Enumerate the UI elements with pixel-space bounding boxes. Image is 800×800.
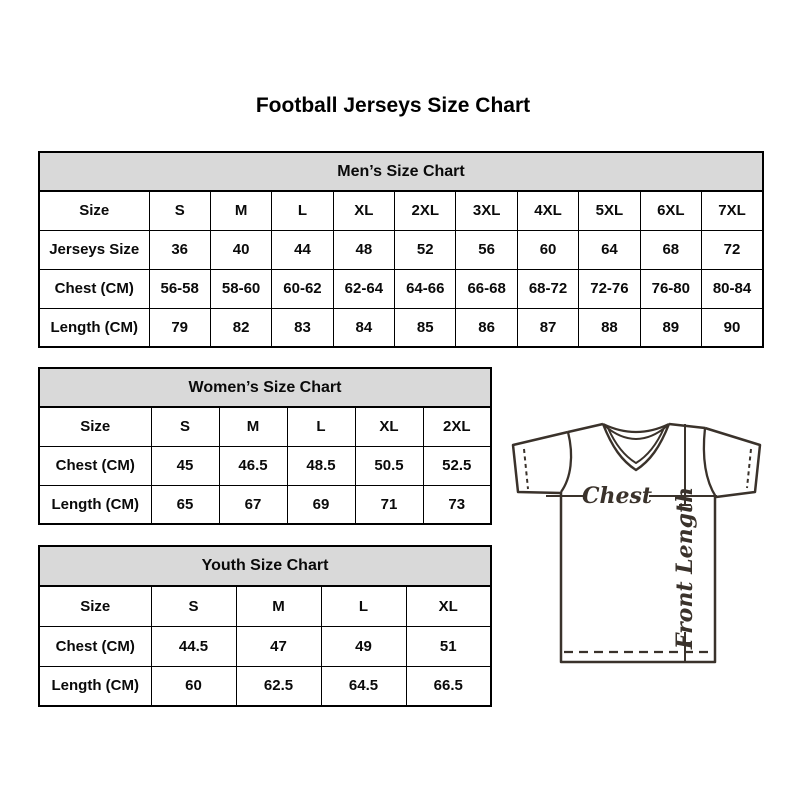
row-label: Jerseys Size xyxy=(39,230,149,269)
size-cell: 2XL xyxy=(423,407,491,446)
size-cell: XL xyxy=(333,191,394,230)
size-cell: S xyxy=(151,586,236,626)
size-cell: 52.5 xyxy=(423,446,491,485)
size-cell: 68-72 xyxy=(517,269,578,308)
women-row-2 xyxy=(39,485,491,524)
size-cell: S xyxy=(151,407,219,446)
row-label: Chest (CM) xyxy=(39,626,151,666)
size-cell: 66-68 xyxy=(456,269,517,308)
youth-header-row xyxy=(39,546,491,586)
jersey-right-armhole-seam xyxy=(704,428,716,497)
size-cell: 73 xyxy=(423,485,491,524)
size-cell: 50.5 xyxy=(355,446,423,485)
size-cell: 46.5 xyxy=(219,446,287,485)
size-cell: 4XL xyxy=(517,191,578,230)
youth-row-1 xyxy=(39,626,491,666)
size-cell: L xyxy=(272,191,333,230)
size-cell: 36 xyxy=(149,230,210,269)
size-cell: 44 xyxy=(272,230,333,269)
size-cell: 72 xyxy=(702,230,763,269)
size-cell: 89 xyxy=(640,308,701,347)
size-cell: 7XL xyxy=(702,191,763,230)
size-cell: 52 xyxy=(395,230,456,269)
size-cell: 62-64 xyxy=(333,269,394,308)
men-row-1 xyxy=(39,230,763,269)
jersey-left-armhole-seam xyxy=(561,432,571,492)
youth-row-2 xyxy=(39,666,491,706)
size-cell: 60-62 xyxy=(272,269,333,308)
size-cell: 72-76 xyxy=(579,269,640,308)
row-label: Size xyxy=(39,191,149,230)
men-row-2 xyxy=(39,269,763,308)
row-label: Size xyxy=(39,586,151,626)
size-cell: 48.5 xyxy=(287,446,355,485)
row-label: Length (CM) xyxy=(39,308,149,347)
size-cell: 79 xyxy=(149,308,210,347)
size-cell: 68 xyxy=(640,230,701,269)
size-cell: 56-58 xyxy=(149,269,210,308)
size-cell: 84 xyxy=(333,308,394,347)
front-length-label: Front Length xyxy=(672,486,698,650)
womens-size-chart-table xyxy=(38,367,492,525)
size-cell: 80-84 xyxy=(702,269,763,308)
youth-table-title: Youth Size Chart xyxy=(39,546,491,586)
youth-size-chart-table xyxy=(38,545,492,707)
size-cell: 67 xyxy=(219,485,287,524)
size-cell: 90 xyxy=(702,308,763,347)
size-cell: 60 xyxy=(517,230,578,269)
size-cell: 83 xyxy=(272,308,333,347)
women-table-title: Women’s Size Chart xyxy=(39,368,491,407)
size-cell: 3XL xyxy=(456,191,517,230)
size-cell: L xyxy=(321,586,406,626)
men-row-3 xyxy=(39,308,763,347)
size-cell: 82 xyxy=(210,308,271,347)
jersey-left-shoulder xyxy=(568,424,603,432)
size-cell: 65 xyxy=(151,485,219,524)
jersey-right-shoulder xyxy=(669,424,705,428)
jersey-left-cuff-stitch xyxy=(524,449,528,489)
size-cell: 87 xyxy=(517,308,578,347)
row-label: Chest (CM) xyxy=(39,269,149,308)
size-cell: 60 xyxy=(151,666,236,706)
jersey-right-sleeve xyxy=(705,428,760,497)
row-label: Length (CM) xyxy=(39,485,151,524)
size-cell: 71 xyxy=(355,485,423,524)
size-cell: M xyxy=(219,407,287,446)
size-cell: 86 xyxy=(456,308,517,347)
size-cell: 2XL xyxy=(395,191,456,230)
size-cell: 76-80 xyxy=(640,269,701,308)
size-cell: XL xyxy=(406,586,491,626)
size-cell: 44.5 xyxy=(151,626,236,666)
women-row-0 xyxy=(39,407,491,446)
mens-size-chart-table xyxy=(38,151,764,348)
women-row-1 xyxy=(39,446,491,485)
men-row-0 xyxy=(39,191,763,230)
men-table-title: Men’s Size Chart xyxy=(39,152,763,191)
row-label: Chest (CM) xyxy=(39,446,151,485)
size-cell: 64 xyxy=(579,230,640,269)
size-cell: 48 xyxy=(333,230,394,269)
size-cell: 64.5 xyxy=(321,666,406,706)
row-label: Size xyxy=(39,407,151,446)
size-cell: 56 xyxy=(456,230,517,269)
youth-row-0 xyxy=(39,586,491,626)
row-label: Length (CM) xyxy=(39,666,151,706)
size-cell: XL xyxy=(355,407,423,446)
size-cell: 69 xyxy=(287,485,355,524)
size-cell: 66.5 xyxy=(406,666,491,706)
size-cell: 40 xyxy=(210,230,271,269)
jersey-left-sleeve xyxy=(513,432,568,493)
size-cell: L xyxy=(287,407,355,446)
size-cell: 5XL xyxy=(579,191,640,230)
size-cell: 49 xyxy=(321,626,406,666)
size-cell: 64-66 xyxy=(395,269,456,308)
size-cell: 47 xyxy=(236,626,321,666)
size-cell: 58-60 xyxy=(210,269,271,308)
size-cell: M xyxy=(236,586,321,626)
size-cell: 45 xyxy=(151,446,219,485)
size-cell: 51 xyxy=(406,626,491,666)
size-cell: 88 xyxy=(579,308,640,347)
page-title: Football Jerseys Size Chart xyxy=(255,94,531,117)
size-cell: M xyxy=(210,191,271,230)
women-header-row xyxy=(39,368,491,407)
jersey-measurement-diagram xyxy=(495,408,775,676)
chest-label: Chest xyxy=(581,483,653,509)
size-cell: 62.5 xyxy=(236,666,321,706)
size-cell: S xyxy=(149,191,210,230)
jersey-right-cuff-stitch xyxy=(747,449,751,488)
men-header-row xyxy=(39,152,763,191)
size-cell: 6XL xyxy=(640,191,701,230)
size-cell: 85 xyxy=(395,308,456,347)
